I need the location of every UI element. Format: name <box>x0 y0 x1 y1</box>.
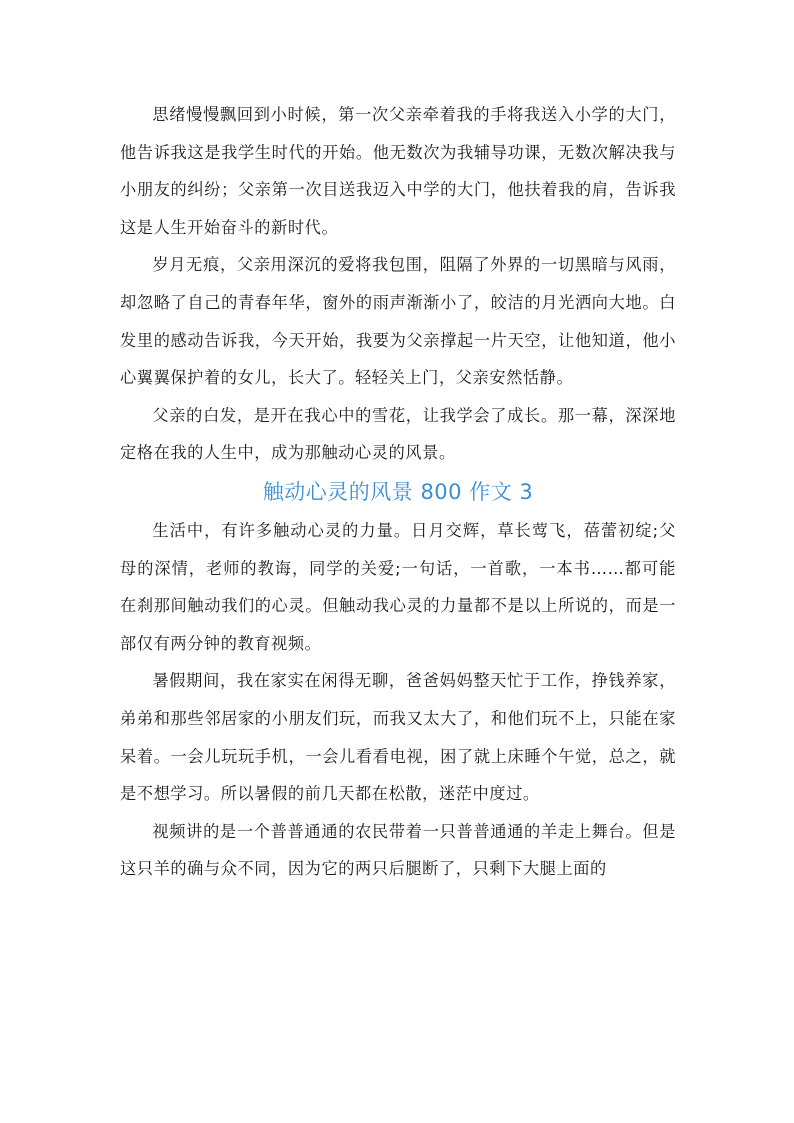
paragraph: 视频讲的是一个普普通通的农民带着一只普普通通的羊走上舞台。但是这只羊的确与众不同，因为它的两只后腿断了，只剩下大腿上面的 <box>120 821 676 879</box>
paragraph: 暑假期间，我在家实在闲得无聊，爸爸妈妈整天忙于工作，挣钱养家，弟弟和那些邻居家的小朋友们玩，而我又太大了，和他们玩不上，只能在家呆着。一会儿玩玩手机，一会儿看看电视，困了就上床睡个午觉，总之，就是不想学习。所以暑假的前几天都在松散，迷茫中度过。 <box>120 671 676 804</box>
paragraph: 岁月无痕，父亲用深沉的爱将我包围，阻隔了外界的一切黑暗与风雨，却忽略了自己的青春年华，窗外的雨声渐渐小了，皎洁的月光洒向大地。白发里的感动告诉我，今天开始，我要为父亲撑起一片天空，让他知道，他小心翼翼保护着的女儿，长大了。轻轻关上门，父亲安然恬静。 <box>120 255 676 388</box>
document-page <box>120 96 676 888</box>
paragraph: 父亲的白发，是开在我心中的雪花，让我学会了成长。那一幕，深深地定格在我的人生中，成为那触动心灵的风景。 <box>120 405 676 463</box>
section-heading: 触动心灵的风景 800 作文 3 <box>262 479 534 504</box>
paragraph: 思绪慢慢飘回到小时候，第一次父亲牵着我的手将我送入小学的大门，他告诉我这是我学生时代的开始。他无数次为我辅导功课，无数次解决我与小朋友的纠纷；父亲第一次目送我迈入中学的大门，他扶着我的肩，告诉我这是人生开始奋斗的新时代。 <box>120 105 676 237</box>
paragraph: 生活中，有许多触动心灵的力量。日月交辉，草长莺飞，蓓蕾初绽;父母的深情，老师的教诲，同学的关爱;一句话，一首歌，一本书……都可能在刹那间触动我们的心灵。但触动我心灵的力量都不是以上所说的，而是一部仅有两分钟的教育视频。 <box>120 520 676 653</box>
